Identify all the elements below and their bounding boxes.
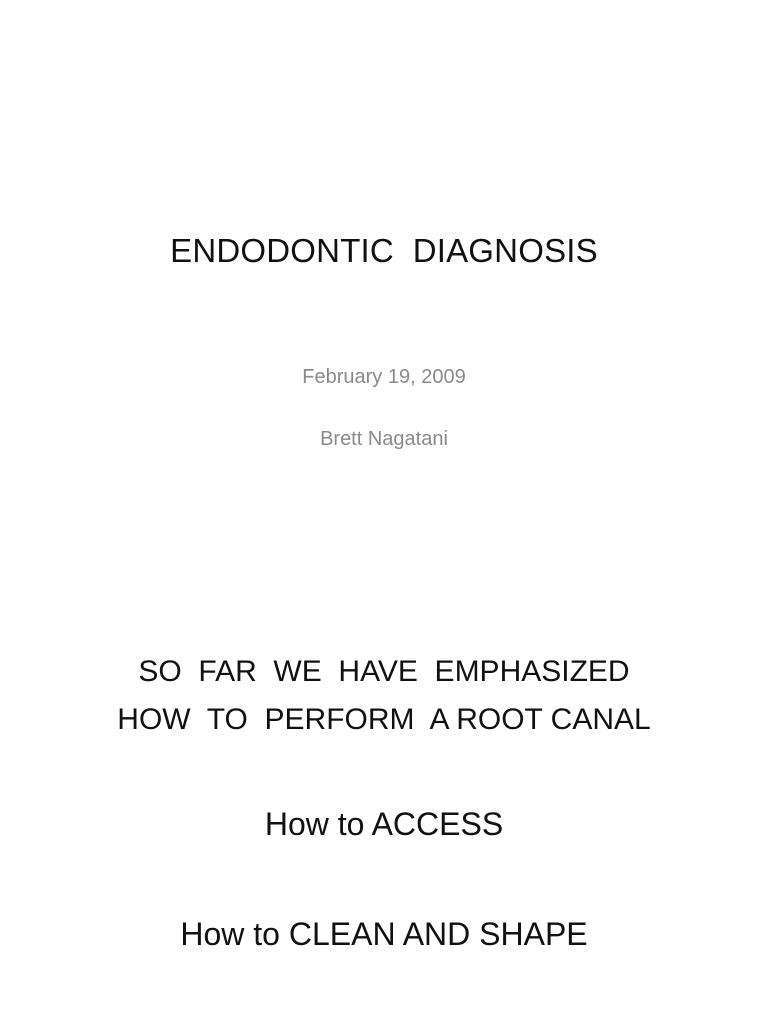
slide-heading-line-2: HOW TO PERFORM A ROOT CANAL xyxy=(117,703,651,736)
presenter-name: Brett Nagatani xyxy=(320,428,448,450)
list-item-clean-and-shape: How to CLEAN AND SHAPE xyxy=(180,916,588,952)
slide-heading-line-1: SO FAR WE HAVE EMPHASIZED xyxy=(138,655,630,688)
slide-title: ENDODONTIC DIAGNOSIS xyxy=(170,232,598,269)
list-item-access: How to ACCESS xyxy=(264,806,504,842)
presentation-date: February 19, 2009 xyxy=(302,366,466,388)
